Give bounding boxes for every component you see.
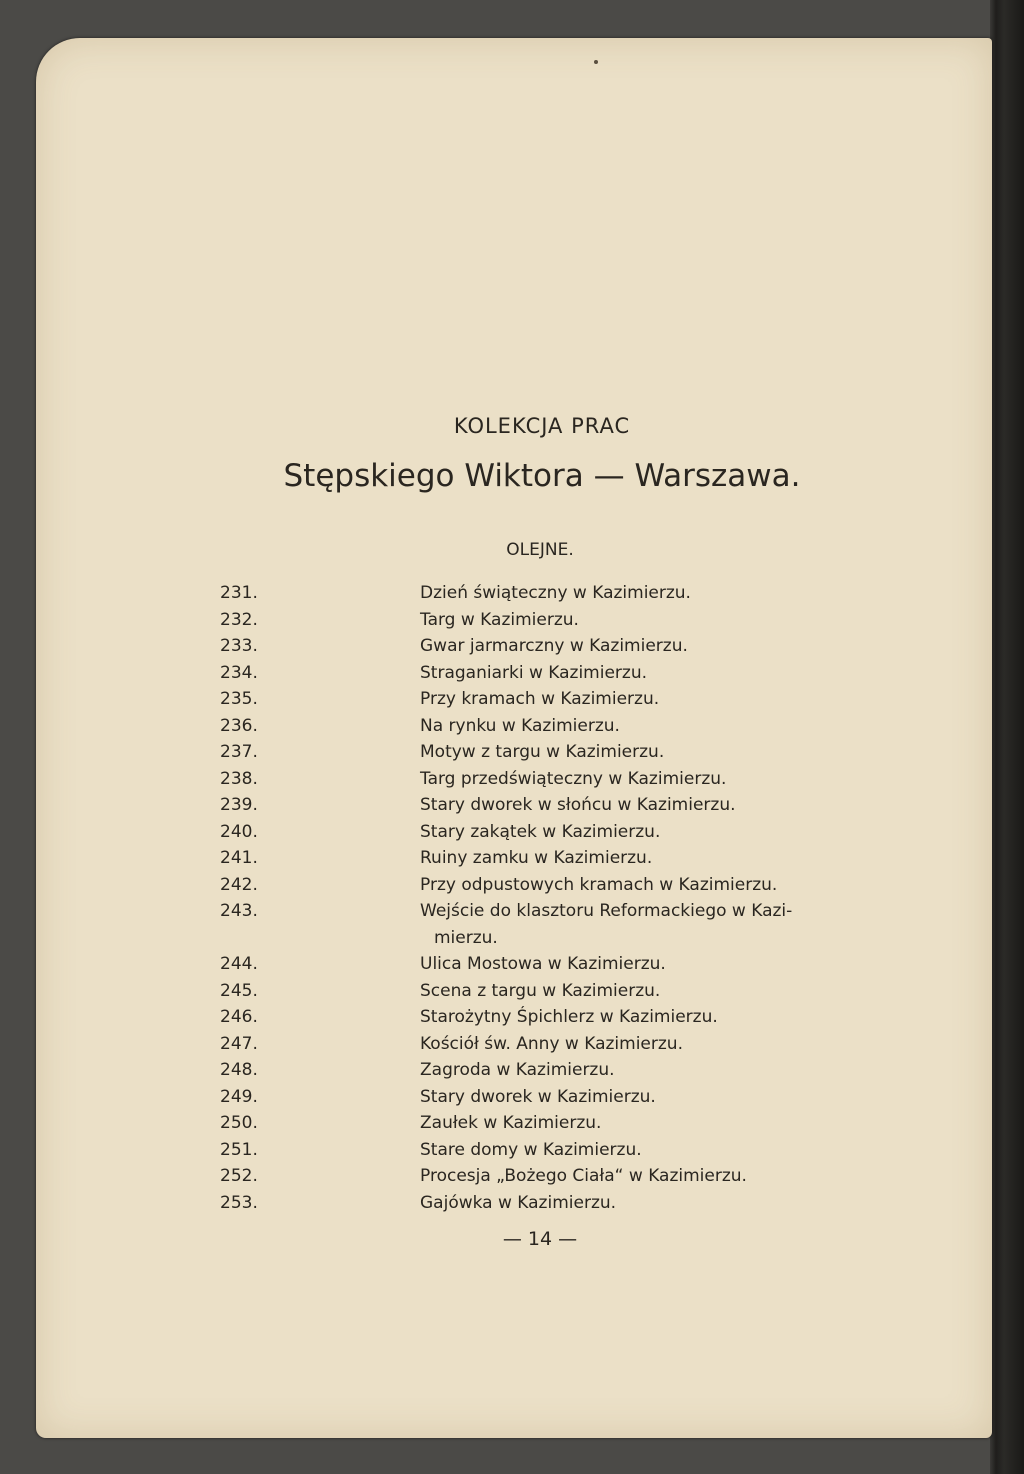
entry-number: 238. (220, 768, 258, 789)
entry-title: Stare domy w Kazimierzu. (420, 1139, 642, 1160)
entry-title: Gajówka w Kazimierzu. (420, 1192, 617, 1213)
entry-number: 240. (220, 821, 258, 842)
catalog-entry (220, 1190, 900, 1217)
catalog-entry (220, 1084, 900, 1111)
entry-number: 241. (220, 848, 258, 868)
entry-title: Procesja „Bożego Ciała“ w Kazimierzu. (420, 1166, 747, 1186)
collection-heading: KOLEKCJA PRAC (453, 414, 631, 438)
entry-title: Motyw z targu w Kazimierzu. (420, 742, 665, 762)
catalog-entry (220, 686, 900, 713)
entry-title: Stary zakątek w Kazimierzu. (420, 821, 661, 842)
entry-number: 247. (220, 1033, 258, 1054)
entry-title: Gwar jarmarczny w Kazimierzu. (420, 636, 688, 656)
entry-title: Stary dworek w słońcu w Kazimierzu. (420, 795, 736, 815)
entry-number: 234. (220, 662, 258, 683)
entry-title: Straganiarki w Kazimierzu. (420, 662, 648, 683)
catalog-entry (220, 607, 900, 634)
entry-title: Zagroda w Kazimierzu. (420, 1060, 615, 1080)
entry-title: Starożytny Śpichlerz w Kazimierzu. (420, 1007, 718, 1027)
entry-number: 242. (220, 874, 258, 895)
entry-title: Ruiny zamku w Kazimierzu. (420, 848, 653, 868)
catalog-entry (220, 872, 900, 899)
entry-title: Stary dworek w Kazimierzu. (420, 1086, 656, 1107)
catalog-entry (220, 845, 900, 872)
catalog-entry (220, 660, 900, 687)
entry-number: 248. (220, 1060, 258, 1080)
entry-number: 235. (220, 689, 258, 709)
entry-number: 245. (220, 980, 258, 1001)
catalog-entry (220, 1004, 900, 1031)
catalog-entry (220, 978, 900, 1005)
catalog-entry (220, 1057, 900, 1084)
entry-number: 239. (220, 795, 258, 815)
entry-number: 250. (220, 1113, 258, 1133)
entry-number: 246. (220, 1007, 258, 1027)
entry-title: Przy kramach w Kazimierzu. (420, 689, 660, 709)
catalog-entry (220, 1137, 900, 1164)
catalog-entry (220, 633, 900, 660)
section-heading: OLEJNE. (506, 540, 574, 560)
entry-number: 233. (220, 636, 258, 656)
entry-number: 237. (220, 742, 258, 762)
catalog-entry (220, 792, 900, 819)
entry-number: 236. (220, 715, 258, 736)
page-number: — 14 — (502, 1228, 578, 1250)
catalog-entry (220, 580, 900, 607)
catalog-entry (220, 1163, 900, 1190)
entry-title: Targ w Kazimierzu. (420, 609, 579, 630)
entry-title: Na rynku w Kazimierzu. (420, 715, 620, 736)
entry-title: Wejście do klasztoru Reformackiego w Kazi- (420, 901, 793, 921)
entry-number: 244. (220, 954, 258, 974)
catalog-entry (220, 739, 900, 766)
catalog-entry (220, 1110, 900, 1137)
entry-title: Kościół św. Anny w Kazimierzu. (420, 1033, 683, 1054)
entry-number: 249. (220, 1086, 258, 1107)
book-edge (990, 0, 1024, 1474)
catalog-entry (220, 1031, 900, 1058)
entry-title-continuation: mierzu. (434, 927, 498, 948)
entry-title: Dzień świąteczny w Kazimierzu. (420, 583, 691, 603)
entry-number: 252. (220, 1166, 258, 1186)
catalog-entry (220, 713, 900, 740)
entry-title: Scena z targu w Kazimierzu. (420, 980, 661, 1001)
ink-speck (594, 60, 598, 64)
entry-title: Ulica Mostowa w Kazimierzu. (420, 954, 666, 974)
entry-title: Przy odpustowych kramach w Kazimierzu. (420, 874, 778, 895)
entry-number: 253. (220, 1192, 258, 1213)
entry-number: 251. (220, 1139, 258, 1160)
entry-title: Zaułek w Kazimierzu. (420, 1113, 602, 1133)
entry-number: 231. (220, 583, 258, 603)
catalog-entry (220, 766, 900, 793)
entry-title: Targ przedświąteczny w Kazimierzu. (420, 768, 727, 789)
catalog-entry (220, 898, 900, 951)
catalog-entry (220, 951, 900, 978)
catalog-list (220, 580, 900, 1216)
artist-heading: Stępskiego Wiktora — Warszawa. (283, 458, 801, 494)
catalog-entry (220, 819, 900, 846)
entry-number: 243. (220, 901, 258, 921)
entry-number: 232. (220, 609, 258, 630)
